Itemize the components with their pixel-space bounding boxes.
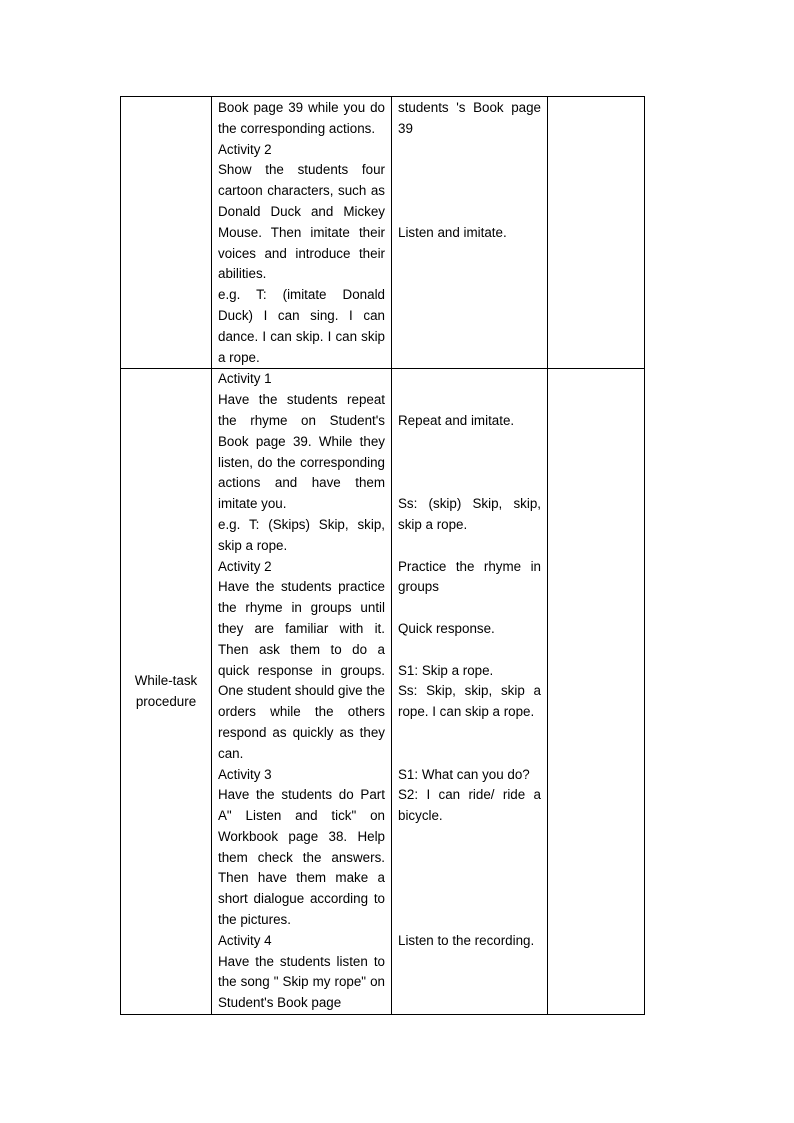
teacher-paragraph: Have the students practice the rhyme in groups until they are familiar with it. Then ask them to do a quick response in groups. One student should give the orders while the others respond as quickly as they can. xyxy=(218,579,385,761)
teacher-activity-cell xyxy=(212,369,392,1015)
student-activity-cell xyxy=(392,97,548,369)
blank-line xyxy=(398,390,541,411)
blank-line xyxy=(398,598,541,619)
student-paragraph: Ss: Skip, skip, skip a rope. I can skip a rope. xyxy=(398,683,541,720)
teacher-activity-cell xyxy=(212,97,392,369)
student-paragraph: S2: I can ride/ ride a bicycle. xyxy=(398,787,541,824)
blank-line xyxy=(398,473,541,494)
student-paragraph: Repeat and imitate. xyxy=(398,412,515,428)
teacher-paragraph: e.g. T: (imitate Donald Duck) I can sing. I can dance. I can skip. I can skip a rope. xyxy=(218,287,385,365)
blank-line xyxy=(398,723,541,744)
student-paragraph: S1: What can you do? xyxy=(398,766,530,782)
teacher-paragraph: Show the students four cartoon characters, such as Donald Duck and Mickey Mouse. Then imitate their voices and introduce their abilities. xyxy=(218,162,385,282)
blank-line xyxy=(398,181,541,202)
teacher-paragraph: Book page 39 while you do the corresponding actions. xyxy=(218,100,385,136)
table-row xyxy=(121,369,645,1015)
activity-heading: Activity 2 xyxy=(218,141,272,157)
activity-heading: Activity 3 xyxy=(218,766,272,782)
blank-line xyxy=(398,868,541,889)
teacher-paragraph: Have the students listen to the song " Skip my rope" on Student's Book page xyxy=(218,953,385,1011)
teacher-paragraph: Have the students repeat the rhyme on Student's Book page 39. While they listen, do the corresponding actions and have them imitate you. xyxy=(218,392,385,512)
blank-line xyxy=(398,640,541,661)
blank-line xyxy=(398,536,541,557)
activity-heading: Activity 4 xyxy=(218,932,272,948)
blank-line xyxy=(398,202,541,223)
notes-cell xyxy=(548,369,645,1015)
student-activity-cell xyxy=(392,369,548,1015)
blank-line xyxy=(398,432,541,453)
stage-cell xyxy=(121,97,212,369)
teacher-paragraph: e.g. T: (Skips) Skip, skip, skip a rope. xyxy=(218,516,385,553)
blank-line xyxy=(398,369,541,390)
student-paragraph: Listen to the recording. xyxy=(398,932,535,948)
student-paragraph: Quick response. xyxy=(398,620,495,636)
student-paragraph: students 's Book page 39 xyxy=(398,100,541,136)
lesson-plan-table xyxy=(120,96,645,1015)
blank-line xyxy=(398,160,541,181)
blank-line xyxy=(398,744,541,765)
student-paragraph: Listen and imitate. xyxy=(398,224,507,240)
blank-line xyxy=(398,910,541,931)
student-paragraph: Practice the rhyme in groups xyxy=(398,558,541,595)
teacher-paragraph: Have the students do Part A" Listen and tick" on Workbook page 38. Help them check the answers. Then have them make a short dialogue according to the pictures. xyxy=(218,787,385,928)
blank-line xyxy=(398,140,541,161)
student-paragraph: S1: Skip a rope. xyxy=(398,662,494,678)
activity-heading: Activity 1 xyxy=(218,371,272,387)
table-row xyxy=(121,97,645,369)
notes-cell xyxy=(548,97,645,369)
blank-line xyxy=(398,827,541,848)
blank-line xyxy=(398,848,541,869)
student-paragraph: Ss: (skip) Skip, skip, skip a rope. xyxy=(398,496,541,532)
activity-heading: Activity 2 xyxy=(218,558,272,574)
stage-cell: While-task procedure xyxy=(121,369,212,1015)
blank-line xyxy=(398,453,541,474)
blank-line xyxy=(398,889,541,910)
